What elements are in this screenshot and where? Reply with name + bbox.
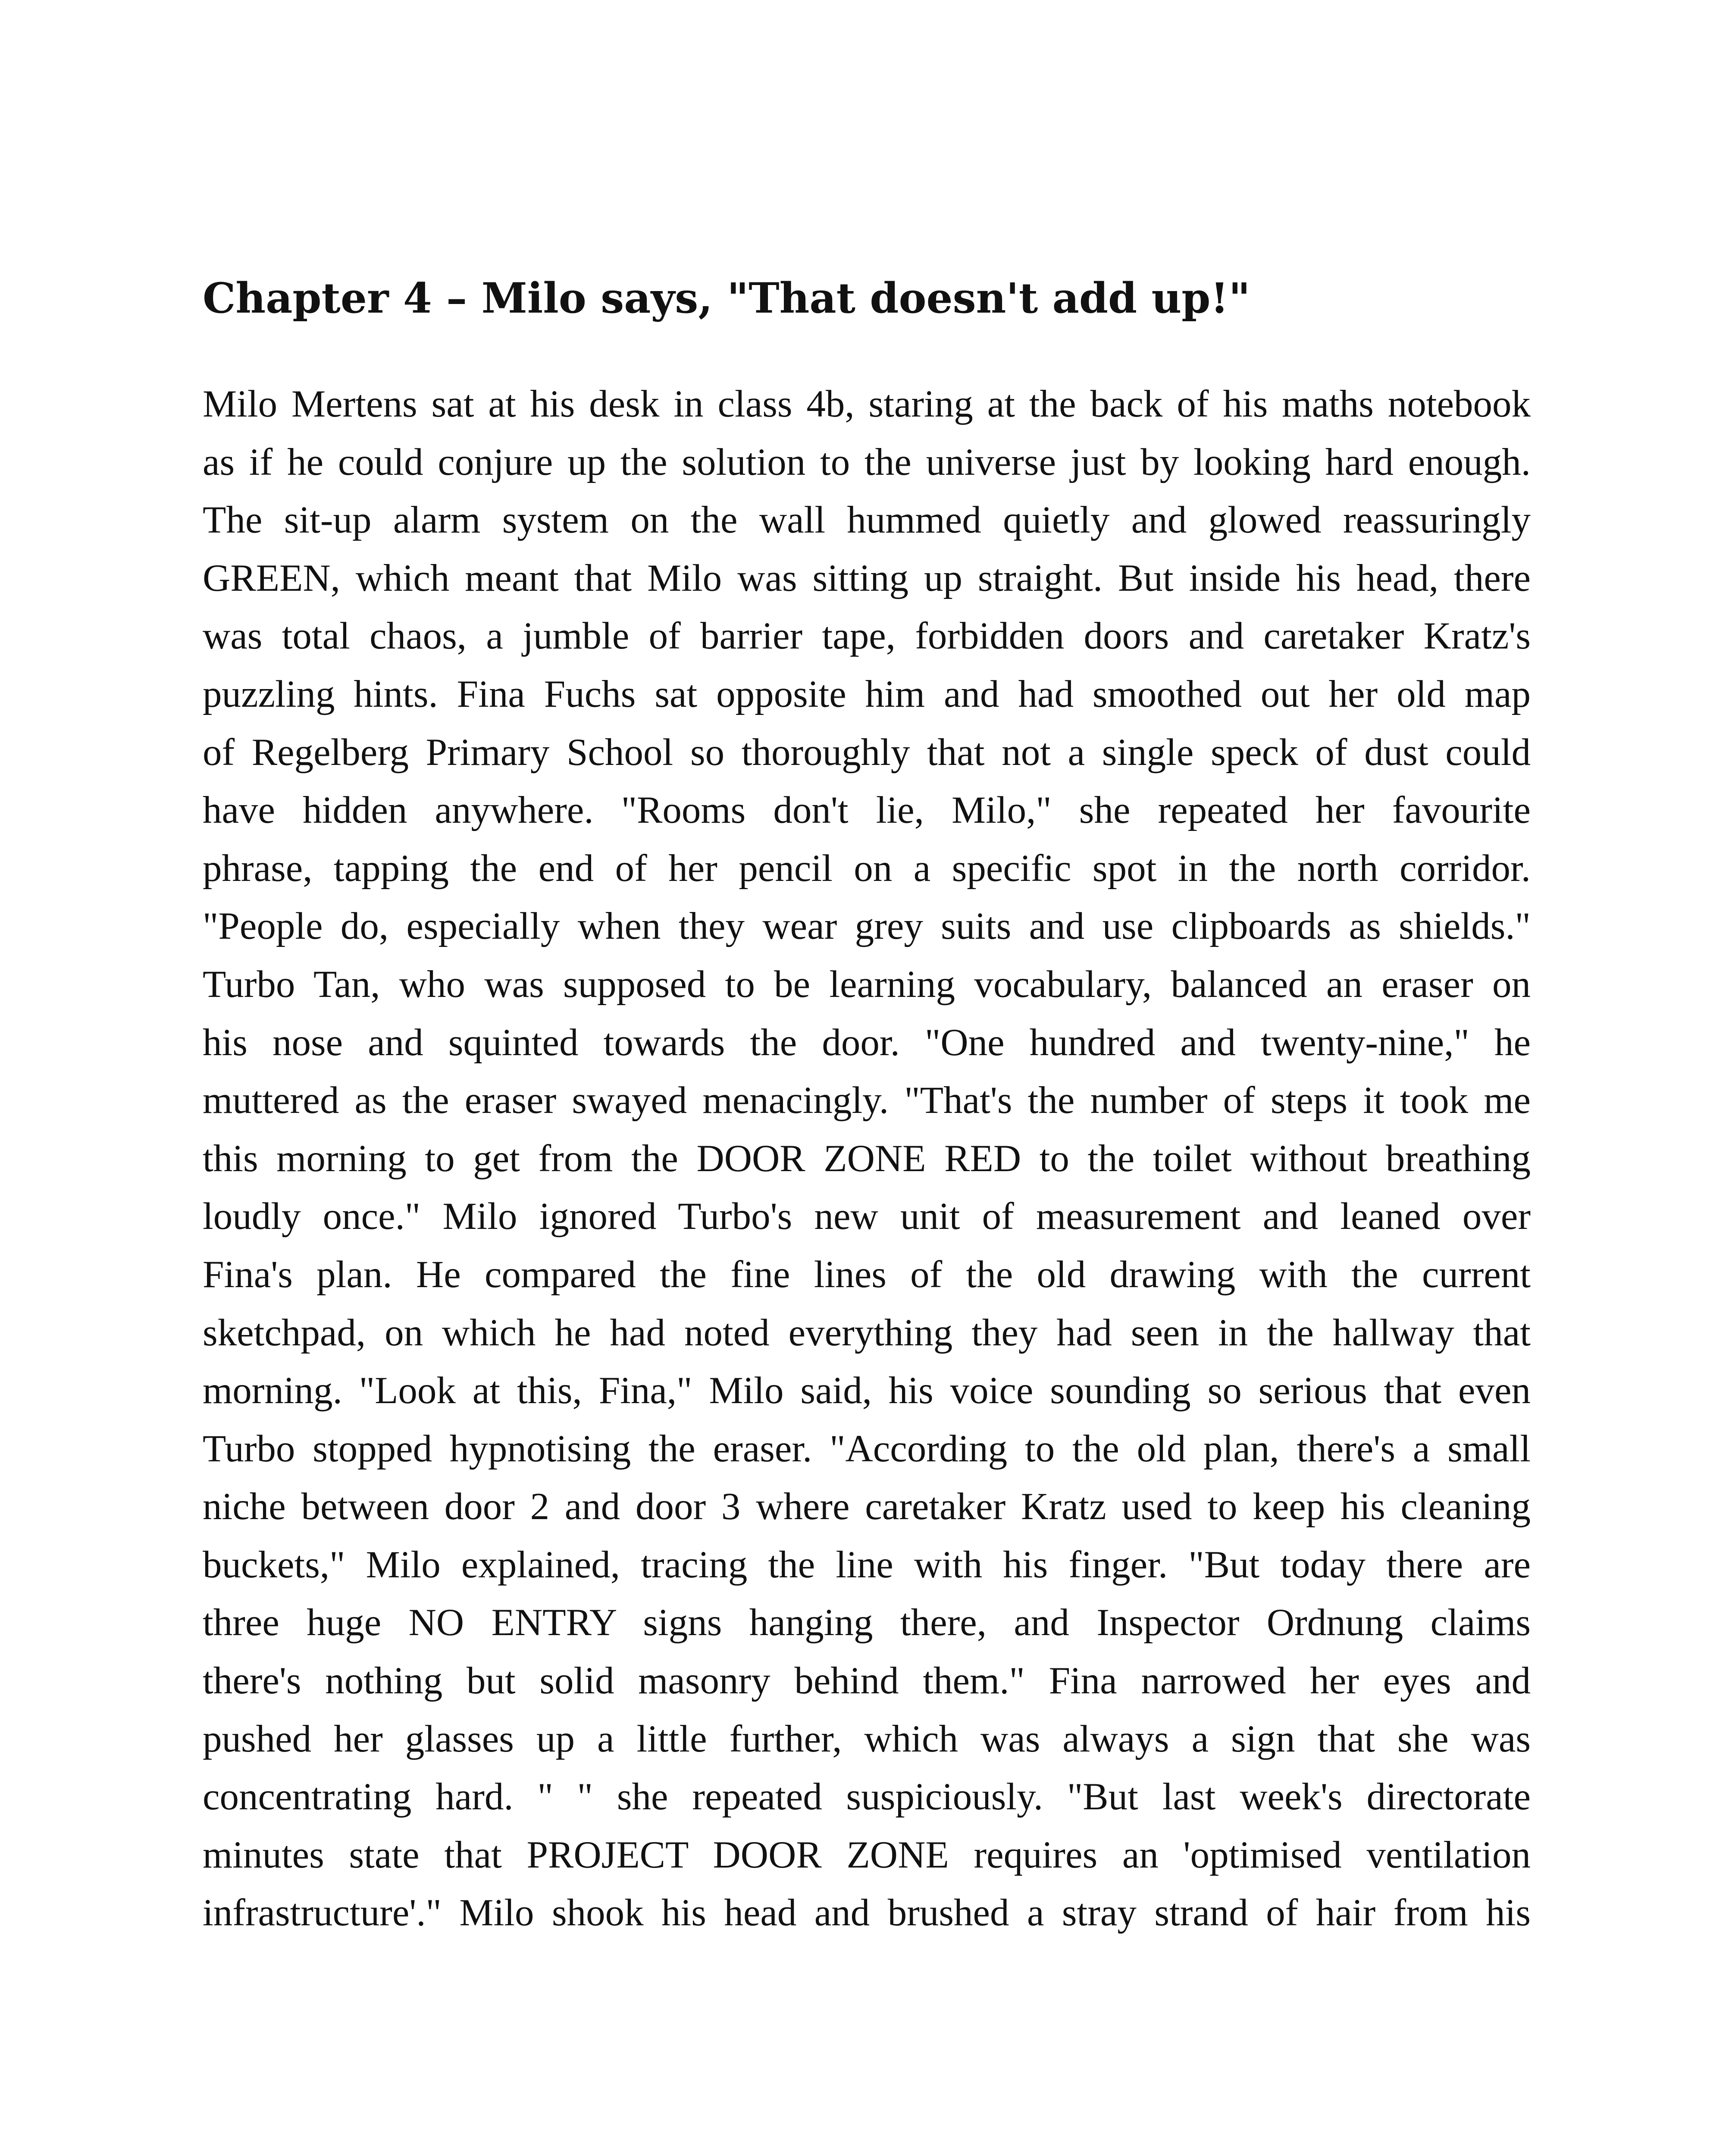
body-line: Turbo stopped hypnotising the eraser. "According to the old plan, there's a small <box>203 1427 1531 1470</box>
body-line: three huge NO ENTRY signs hanging there, and Inspector Ordnung claims <box>203 1601 1531 1644</box>
chapter-title: Chapter 4 – Milo says, "That doesn't add up!" <box>203 274 1250 323</box>
body-line: Fina's plan. He compared the fine lines of the old drawing with the current <box>203 1253 1531 1296</box>
body-line: pushed her glasses up a little further, which was always a sign that she was <box>203 1717 1531 1760</box>
body-line: buckets," Milo explained, tracing the line with his finger. "But today there are <box>203 1543 1531 1586</box>
body-line: GREEN, which meant that Milo was sitting up straight. But inside his head, there <box>203 557 1531 599</box>
body-line: sketchpad, on which he had noted everything they had seen in the hallway that <box>203 1311 1531 1354</box>
body-line: of Regelberg Primary School so thoroughly that not a single speck of dust could <box>203 731 1531 774</box>
body-line: this morning to get from the DOOR ZONE RED to the toilet without breathing <box>203 1137 1531 1180</box>
body-line: there's nothing but solid masonry behind them." Fina narrowed her eyes and <box>203 1660 1531 1702</box>
body-line: was total chaos, a jumble of barrier tape, forbidden doors and caretaker Kratz's <box>203 615 1531 658</box>
body-line: infrastructure'." Milo shook his head and brushed a stray strand of hair from his <box>203 1892 1531 1934</box>
body-line: phrase, tapping the end of her pencil on a specific spot in the north corridor. <box>203 847 1531 890</box>
body-line: his nose and squinted towards the door. "One hundred and twenty-nine," he <box>203 1021 1531 1064</box>
body-line: Milo Mertens sat at his desk in class 4b, staring at the back of his maths notebook <box>203 383 1531 425</box>
body-line: morning. "Look at this, Fina," Milo said, his voice sounding so serious that even <box>203 1369 1531 1412</box>
body-line: muttered as the eraser swayed menacingly. "That's the number of steps it took me <box>203 1079 1531 1122</box>
body-line: loudly once." Milo ignored Turbo's new unit of measurement and leaned over <box>203 1195 1531 1238</box>
body-line: puzzling hints. Fina Fuchs sat opposite him and had smoothed out her old map <box>203 673 1531 715</box>
body-line: niche between door 2 and door 3 where caretaker Kratz used to keep his cleaning <box>203 1485 1531 1528</box>
body-line: Turbo Tan, who was supposed to be learning vocabulary, balanced an eraser on <box>203 963 1531 1006</box>
body-line: minutes state that PROJECT DOOR ZONE requires an 'optimised ventilation <box>203 1833 1531 1876</box>
body-line: The sit-up alarm system on the wall hummed quietly and glowed reassuringly <box>203 499 1531 542</box>
body-line: "People do, especially when they wear grey suits and use clipboards as shields." <box>203 905 1531 948</box>
body-line: concentrating hard. " " she repeated suspiciously. "But last week's directorate <box>203 1776 1531 1818</box>
chapter-body <box>203 375 1531 1942</box>
body-line: have hidden anywhere. "Rooms don't lie, Milo," she repeated her favourite <box>203 789 1531 832</box>
body-line: as if he could conjure up the solution to the universe just by looking hard enough. <box>203 441 1531 483</box>
